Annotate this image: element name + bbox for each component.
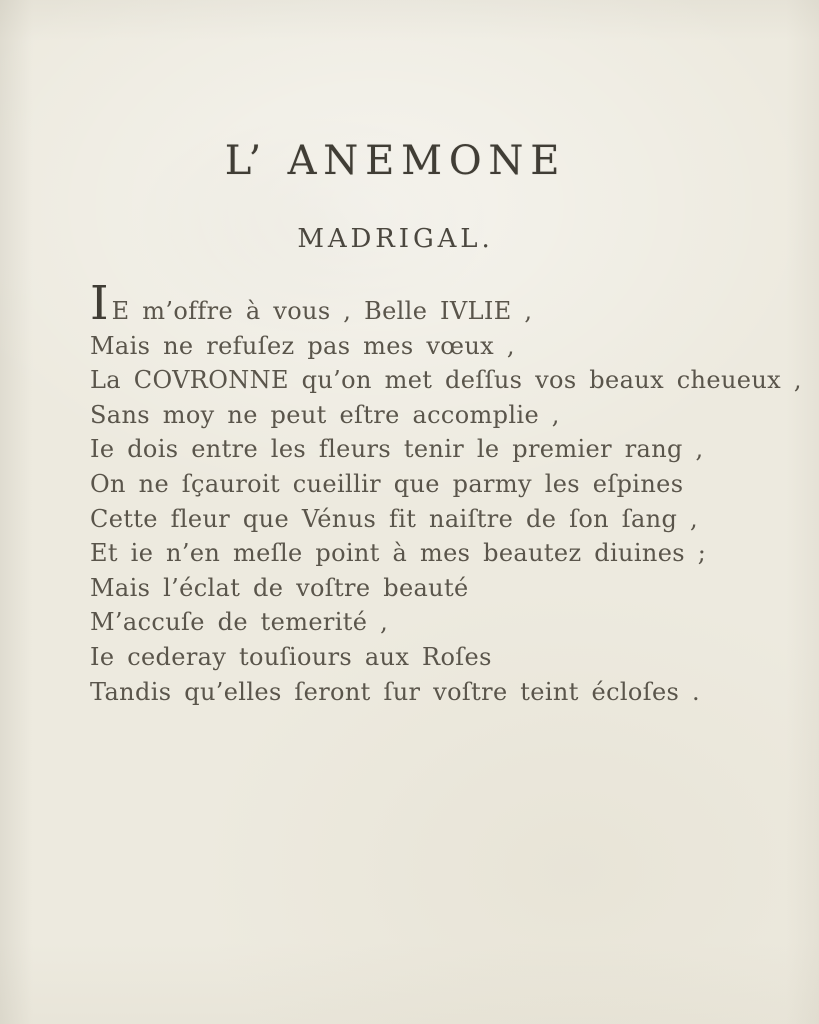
- poem-line-5: Ie dois entre les fleurs tenir le premier rang ,: [90, 435, 704, 464]
- poem-line-3: La COVRONNE qu’on met deſſus vos beaux cheueux ,: [90, 366, 802, 395]
- poem-line-7: Cette fleur que Vénus fit naiſtre de ſon ſang ,: [90, 504, 698, 533]
- poem-subtitle: MADRIGAL.: [297, 224, 494, 254]
- drop-cap-initial: I: [90, 276, 109, 331]
- poem-line-1-text: E m’offre à vous , Belle IVLIE ,: [111, 297, 533, 325]
- poem-line-8: Et ie n’en meſle point à mes beautez diuines ;: [90, 539, 707, 568]
- poem-line-6: On ne ſçauroit cueillir que parmy les eſpines: [90, 469, 684, 498]
- poem-line-10: M’accuſe de temerité ,: [90, 608, 389, 637]
- poem-line-9: Mais l’éclat de voſtre beauté: [90, 573, 469, 602]
- page-header: [0, 0, 805, 254]
- poem-body: [90, 276, 819, 709]
- poem-line-11: Ie cederay touſiours aux Roſes: [90, 642, 492, 671]
- poem-line-12: Tandis qu’elles ſeront ſur voſtre teint écloſes .: [90, 677, 700, 706]
- poem-line-4: Sans moy ne peut eſtre accomplie ,: [90, 400, 560, 429]
- poem-line-2: Mais ne refuſez pas mes vœux ,: [90, 331, 515, 360]
- poem-title: L’ ANEMONE: [224, 138, 567, 184]
- poem-line-1: [90, 276, 819, 331]
